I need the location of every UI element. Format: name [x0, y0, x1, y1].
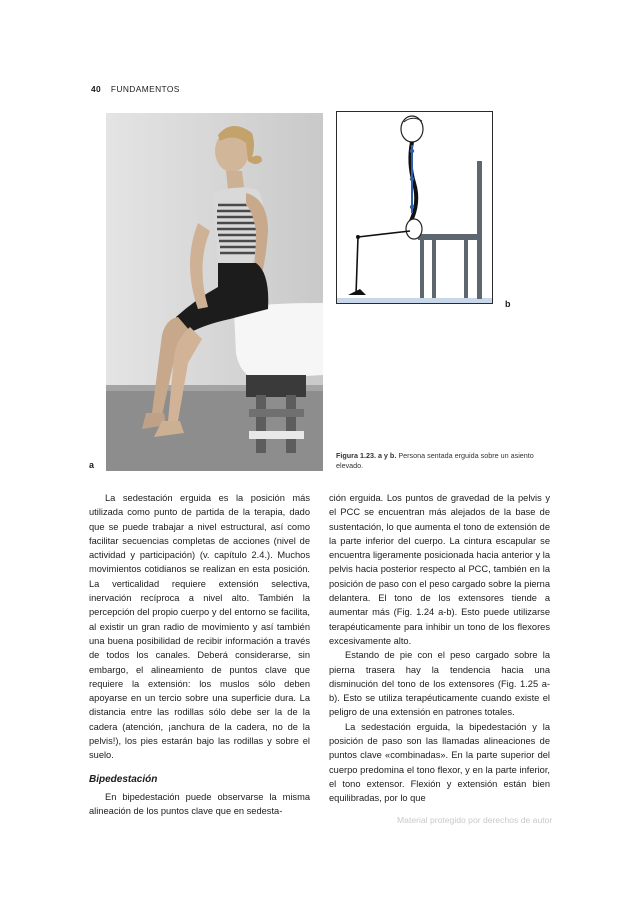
page-number: 40 [91, 84, 102, 94]
right-column [329, 491, 550, 806]
left-paragraph-1: La sedestación erguida es la posición más utilizada como punto de partida de la terapia, dado que se puede trabajar a nivel estructural, así como facilitar secuencias completas de acciones (nivel de actividad y participación) (v. capítulo 2.4.). Muchos movimientos cotidianos se realizan en esta posición. La verticalidad requiere extensión selectiva, inervación recíproca a nivel alto. También la percepción del propio cuerpo y del entorno se facilita, al existir un gran radio de movimiento y así también una buena posibilidad de recibir información a través de todos los canales. Deberá considerarse, sin embargo, el alineamiento de puntos clave que requiere la extensión: los muslos sólo deben apoyarse en un tercio sobre una superficie dura. La distancia entre las rodillas sólo debe ser la de la cadera (atención, ¡anchura de la cadera, no de la pelvis!), los pies estarán bajo las rodillas y sobre el suelo. [89, 493, 310, 761]
left-column [89, 491, 310, 819]
seated-woman-photo [106, 113, 323, 471]
right-paragraph-1: ción erguida. Los puntos de gravedad de la pelvis y el PCC se encuentran más alejados de la base de sustentación, lo que aumenta el tono de extensión de la parte inferior del cuerpo. La cintura escapular se encuentra ligeramente posicionada hacia anterior y la pelvis hacia posterior respecto al PCC, también en la posición de paso con el peso cargado sobre la pierna delantera. El tono de los extensores tiende a aumentar más (Fig. 1.24 a-b). Esto puede utilizarse terapéuticamente para inhibir un tono de los flexores excesivamente alto. [329, 493, 550, 646]
caption-text: Persona sentada erguida sobre un asiento elevado. [336, 451, 534, 470]
posture-diagram [336, 111, 493, 304]
panel-label-b: b [505, 299, 511, 309]
section-title: FUNDAMENTOS [110, 84, 180, 94]
left-paragraph-2: En bipedestación puede observarse la misma alineación de los puntos clave que en sedesta- [89, 791, 310, 817]
right-paragraph-3: La sedestación erguida, la bipedestación y la posición de paso son las llamadas alineaciones de puntos clave «combinadas». En la parte superior del cuerpo predomina el tono flexor, y en la parte inferior, el tono extensor. Flexión y extensión están bien equilibradas, por lo que [329, 721, 550, 804]
right-paragraph-2: Estando de pie con el peso cargado sobre la pierna trasera hay la tendencia hacia una disminución del tono de los extensores (Fig. 1.25 a-b). Esto se utiliza terapéuticamente cuando existe el peligro de una extensión en patrones totales. [329, 650, 550, 718]
running-head [91, 84, 180, 94]
copyright-watermark: Material protegido por derechos de autor [397, 815, 553, 825]
caption-label: Figura 1.23. a y b. [336, 451, 397, 460]
panel-label-a: a [89, 460, 95, 470]
section-heading: Bipedestación [89, 773, 158, 785]
figure-caption [336, 451, 544, 471]
